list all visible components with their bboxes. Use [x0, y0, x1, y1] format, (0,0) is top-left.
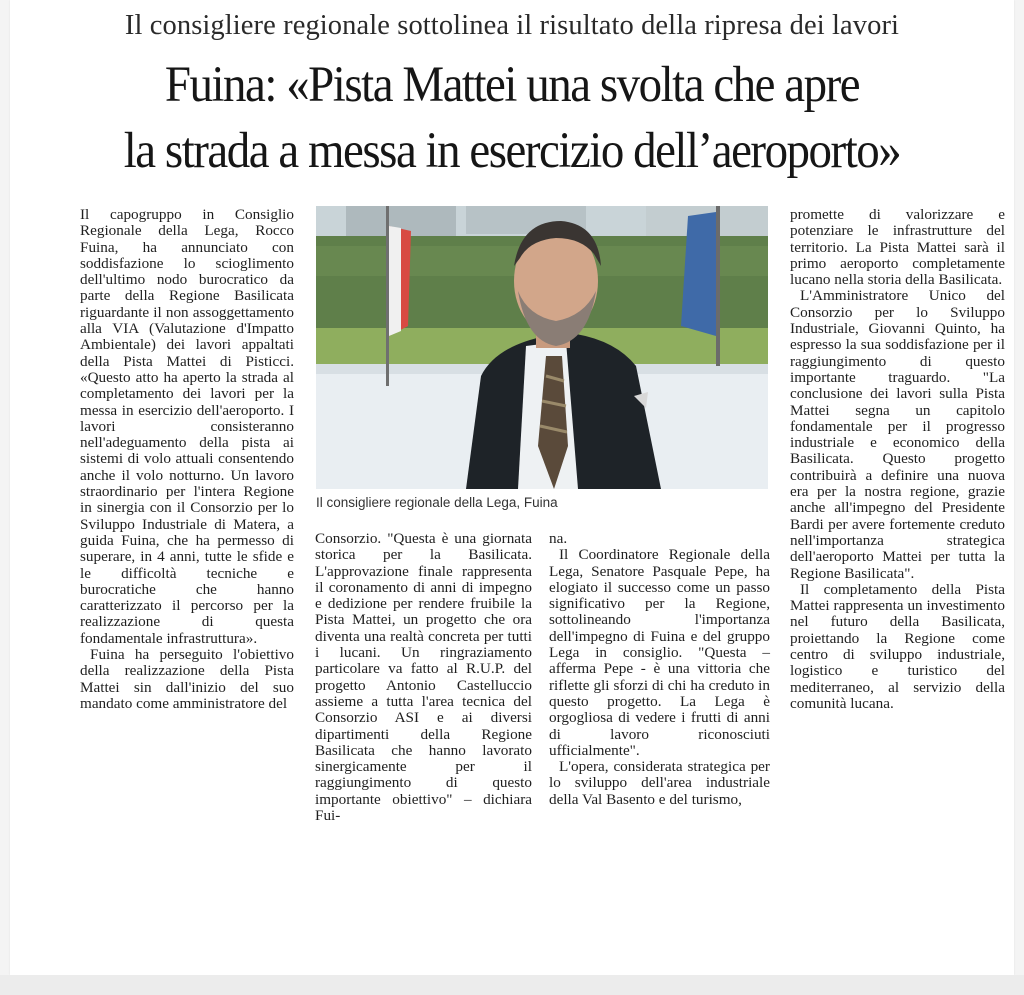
- paragraph: Fuina ha perseguito l'obiettivo della realizzazione della Pista Mattei sin dall'inizio del suo mandato come amministratore del: [80, 646, 294, 712]
- paragraph: Il capogruppo in Consiglio Regionale della Lega, Rocco Fuina, ha annunciato con soddisfazione lo scioglimento dell'ultimo nodo burocratico da parte della Regione Basilicata riguardante il non assoggettamento alla VIA (Valutazione d'Impatto Ambientale) dei lavori appaltati della Pista Mattei di Pisticci. «Questo atto ha aperto la strada al completamento dei lavori per la messa in esercizio dell'aeroporto. I lavori consisteranno nell'adeguamento della pista ai sistemi di volo attuali consentendo anche il volo notturno. Un lavoro straordinario per l'intera Regione in sinergia con il Consorzio per lo Sviluppo Industriale di Matera, a guida Fuina, che ha permesso di superare, in 4 anni, tutte le sfide e le difficoltà tecniche e burocratiche che hanno caratterizzato il percorso per la realizzazione di questa fondamentale infrastruttura».: [80, 206, 294, 647]
- column-1: [80, 207, 294, 712]
- column-3: [549, 531, 770, 808]
- paragraph: promette di valorizzare e potenziare le infrastrutture del territorio. La Pista Mattei sarà il primo aeroporto completamente lucano nella storia della Basilicata.: [790, 206, 1005, 289]
- headline-line-2: la strada a messa in esercizio dell’aeroporto»: [123, 123, 901, 179]
- column-4: [790, 207, 1005, 712]
- paragraph: Il Coordinatore Regionale della Lega, Senatore Pasquale Pepe, ha elogiato il successo come un passo significativo per la Regione, sottolineando l'importanza dell'impegno di Fuina e del gruppo Lega in consiglio. "Questa – afferma Pepe - è una vittoria che riflette gli sforzi di chi ha creduto in questo progetto. La Lega è orgogliosa di vedere i frutti di anni di lavoro riconosciuti ufficialmente".: [549, 546, 770, 759]
- kicker: Il consigliere regionale sottolinea il risultato della ripresa dei lavori: [124, 10, 900, 41]
- paragraph: Consorzio. "Questa è una giornata storica per la Basilicata. L'approvazione finale rappresenta il coronamento di anni di impegno e dedizione per rendere fruibile la Pista Mattei, un progetto che ora diventa una realtà concreta per tutti i lucani. Un ringraziamento particolare va fatto al R.U.P. del progetto Antonio Castelluccio assieme a tutta l'area tecnica del Consorzio ASI e ai diversi dipartimenti della Regione Basilicata che hanno lavorato sinergicamente per il raggiungimento di questo importante obiettivo" – dichiara Fui-: [315, 530, 532, 825]
- paragraph: L'opera, considerata strategica per lo sviluppo dell'area industriale della Val Basento e del turismo,: [549, 758, 770, 808]
- photo-illustration: [316, 206, 768, 489]
- paragraph: na.: [549, 530, 568, 547]
- paragraph: Il completamento della Pista Mattei rappresenta un investimento nel futuro della Basilicata, proiettando la Regione come centro di sviluppo industriale, logistico e turistico del mediterraneo, al servizio della comunità lucana.: [790, 580, 1005, 712]
- column-2: [315, 531, 532, 824]
- headline: [41, 52, 983, 184]
- article-photo: [316, 206, 768, 489]
- photo-caption: Il consigliere regionale della Lega, Fuina: [316, 495, 558, 510]
- paragraph: L'Amministratore Unico del Consorzio per lo Sviluppo Industriale, Giovanni Quinto, ha espresso la sua soddisfazione per il raggiungimento di questo importante traguardo. "La conclusione dei lavori sulla Pista Mattei segna un capitolo fondamentale per il progresso industriale e economico della Basilicata. Questo progetto contribuirà a definire una nuova era per la nostra regione, grazie anche all'impegno del Presidente Bardi per avere fortemente creduto nell'importanza strategica dell'aeroporto Mattei per tutta la Regione Basilicata".: [790, 287, 1005, 582]
- bottom-margin: [0, 975, 1024, 995]
- headline-line-1: Fuina: «Pista Mattei una svolta che apre: [164, 57, 860, 113]
